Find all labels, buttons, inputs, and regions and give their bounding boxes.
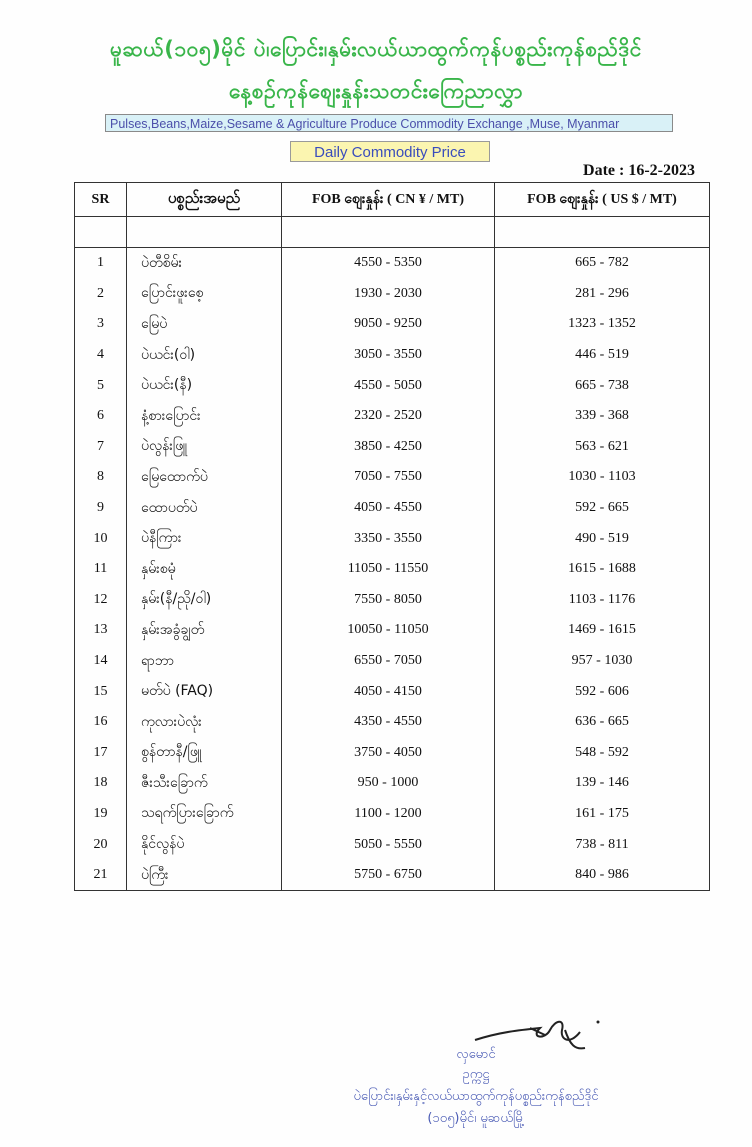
cell-name: ရာဘာ — [127, 646, 282, 677]
cell-name: နှမ်း(နီ/ညို/ဝါ) — [127, 585, 282, 616]
cell-price-usd: 957 - 1030 — [495, 646, 710, 677]
cell-name: နံ့စားပြောင်း — [127, 401, 282, 432]
table-row — [75, 340, 710, 371]
cell-price-cny: 4550 - 5050 — [282, 370, 495, 401]
cell-price-usd: 161 - 175 — [495, 799, 710, 830]
cell-price-cny: 4050 - 4150 — [282, 676, 495, 707]
cell-sr: 19 — [75, 799, 127, 830]
column-header-cny: FOB စျေးနှုန်း ( CN ¥ / MT) — [282, 183, 495, 217]
cell-price-usd: 446 - 519 — [495, 340, 710, 371]
table-row — [75, 585, 710, 616]
cell-price-cny: 4550 - 5350 — [282, 248, 495, 279]
cell-price-usd: 1469 - 1615 — [495, 615, 710, 646]
cell-price-usd: 840 - 986 — [495, 860, 710, 891]
cell-sr: 8 — [75, 462, 127, 493]
table-row — [75, 738, 710, 769]
table-row — [75, 768, 710, 799]
cell-sr: 10 — [75, 523, 127, 554]
cell-price-usd: 738 - 811 — [495, 829, 710, 860]
cell-sr: 12 — [75, 585, 127, 616]
cell-name: ပြောင်းဖူးစေ့ — [127, 279, 282, 310]
signatory-title: ဥက္ကဋ္ဌ — [462, 1067, 490, 1082]
column-header-name: ပစ္စည်းအမည် — [127, 183, 282, 217]
header-title-myanmar: မူဆယ်(၁၀၅)မိုင် ပဲ၊ပြောင်း၊နှမ်းလယ်ယာထွက်ကုန်ပစ္စည်းကုန်စည်ဒိုင် — [110, 37, 642, 61]
cell-name: ပဲတီစိမ်း — [127, 248, 282, 279]
table-row — [75, 248, 710, 279]
cell-price-usd: 665 - 782 — [495, 248, 710, 279]
english-title: Pulses,Beans,Maize,Sesame & Agriculture Produce Commodity Exchange ,Muse, Myanmar — [105, 114, 673, 132]
cell-price-cny: 3350 - 3550 — [282, 523, 495, 554]
cell-name: ပဲလွန်းဖြူ — [127, 432, 282, 463]
cell-name: နှမ်းအခွံချွတ် — [127, 615, 282, 646]
cell-price-cny: 1930 - 2030 — [282, 279, 495, 310]
daily-price-title: Daily Commodity Price — [290, 141, 490, 162]
cell-name: ကုလားပဲလုံး — [127, 707, 282, 738]
cell-sr: 3 — [75, 309, 127, 340]
cell-sr: 11 — [75, 554, 127, 585]
cell-price-cny: 9050 - 9250 — [282, 309, 495, 340]
cell-sr: 21 — [75, 860, 127, 891]
cell-price-cny: 2320 - 2520 — [282, 401, 495, 432]
cell-price-usd: 339 - 368 — [495, 401, 710, 432]
price-table — [74, 182, 710, 891]
cell-sr: 7 — [75, 432, 127, 463]
report-date: Date : 16-2-2023 — [583, 162, 695, 179]
cell-name: သရက်ပြားခြောက် — [127, 799, 282, 830]
table-row — [75, 707, 710, 738]
table-row — [75, 829, 710, 860]
table-row — [75, 462, 710, 493]
cell-price-usd: 563 - 621 — [495, 432, 710, 463]
cell-price-cny: 7550 - 8050 — [282, 585, 495, 616]
table-row — [75, 799, 710, 830]
cell-price-cny: 6550 - 7050 — [282, 646, 495, 677]
cell-sr: 17 — [75, 738, 127, 769]
cell-sr: 9 — [75, 493, 127, 524]
cell-price-usd: 1323 - 1352 — [495, 309, 710, 340]
table-row — [75, 279, 710, 310]
table-row — [75, 432, 710, 463]
cell-price-cny: 4350 - 4550 — [282, 707, 495, 738]
table-row — [75, 493, 710, 524]
cell-price-cny: 4050 - 4550 — [282, 493, 495, 524]
cell-price-usd: 548 - 592 — [495, 738, 710, 769]
cell-sr: 15 — [75, 676, 127, 707]
table-row — [75, 370, 710, 401]
signatory-organization: ပဲပြောင်း၊နှမ်းနှင့်လယ်ယာထွက်ကုန်ပစ္စည်းကုန်စည်ဒိုင် — [353, 1089, 599, 1104]
cell-name: နှမ်းစမုံ — [127, 554, 282, 585]
cell-name: ဇီးသီးခြောက် — [127, 768, 282, 799]
cell-price-cny: 5050 - 5550 — [282, 829, 495, 860]
cell-sr: 16 — [75, 707, 127, 738]
cell-sr: 18 — [75, 768, 127, 799]
cell-price-usd: 636 - 665 — [495, 707, 710, 738]
cell-sr: 5 — [75, 370, 127, 401]
signatory-name: လှမောင် — [456, 1047, 496, 1062]
cell-price-usd: 665 - 738 — [495, 370, 710, 401]
cell-sr: 2 — [75, 279, 127, 310]
cell-sr: 4 — [75, 340, 127, 371]
cell-price-cny: 3750 - 4050 — [282, 738, 495, 769]
column-header-sr: SR — [75, 183, 127, 217]
signatory-location: (၁၀၅)မိုင်၊ မူဆယ်မြို့ — [427, 1111, 525, 1126]
blank-row — [75, 217, 710, 248]
cell-price-usd: 139 - 146 — [495, 768, 710, 799]
column-header-usd: FOB စျေးနှုန်း ( US $ / MT) — [495, 183, 710, 217]
cell-price-cny: 3850 - 4250 — [282, 432, 495, 463]
cell-price-usd: 1615 - 1688 — [495, 554, 710, 585]
cell-price-cny: 950 - 1000 — [282, 768, 495, 799]
cell-price-cny: 7050 - 7550 — [282, 462, 495, 493]
cell-price-usd: 592 - 665 — [495, 493, 710, 524]
table-row — [75, 646, 710, 677]
cell-price-usd: 592 - 606 — [495, 676, 710, 707]
table-row — [75, 615, 710, 646]
cell-price-usd: 281 - 296 — [495, 279, 710, 310]
cell-name: မြေထောက်ပဲ — [127, 462, 282, 493]
cell-price-cny: 10050 - 11050 — [282, 615, 495, 646]
cell-price-cny: 1100 - 1200 — [282, 799, 495, 830]
cell-name: ပဲယင်း(နီ) — [127, 370, 282, 401]
cell-name: မတ်ပဲ (FAQ) — [127, 676, 282, 707]
table-header-row — [75, 183, 710, 217]
cell-name: မြေပဲ — [127, 309, 282, 340]
table-row — [75, 401, 710, 432]
cell-name: ပဲကြီး — [127, 860, 282, 891]
cell-price-usd: 1030 - 1103 — [495, 462, 710, 493]
cell-name: ပဲနီကြား — [127, 523, 282, 554]
cell-price-cny: 11050 - 11550 — [282, 554, 495, 585]
cell-price-usd: 1103 - 1176 — [495, 585, 710, 616]
cell-name: ထောပတ်ပဲ — [127, 493, 282, 524]
cell-price-cny: 5750 - 6750 — [282, 860, 495, 891]
table-row — [75, 523, 710, 554]
table-row — [75, 554, 710, 585]
table-row — [75, 309, 710, 340]
cell-name: နိုင်လွန်ပဲ — [127, 829, 282, 860]
table-row — [75, 860, 710, 891]
cell-sr: 1 — [75, 248, 127, 279]
cell-name: ပဲယင်း(ဝါ) — [127, 340, 282, 371]
cell-sr: 14 — [75, 646, 127, 677]
cell-price-cny: 3050 - 3550 — [282, 340, 495, 371]
cell-price-usd: 490 - 519 — [495, 523, 710, 554]
table-row — [75, 676, 710, 707]
cell-sr: 6 — [75, 401, 127, 432]
cell-sr: 13 — [75, 615, 127, 646]
cell-sr: 20 — [75, 829, 127, 860]
header-subtitle-myanmar: နေ့စဉ်ကုန်စျေးနှုန်းသတင်းကြေညာလွှာ — [229, 79, 523, 103]
cell-name: စွန်တာနီ/ဖြူ — [127, 738, 282, 769]
